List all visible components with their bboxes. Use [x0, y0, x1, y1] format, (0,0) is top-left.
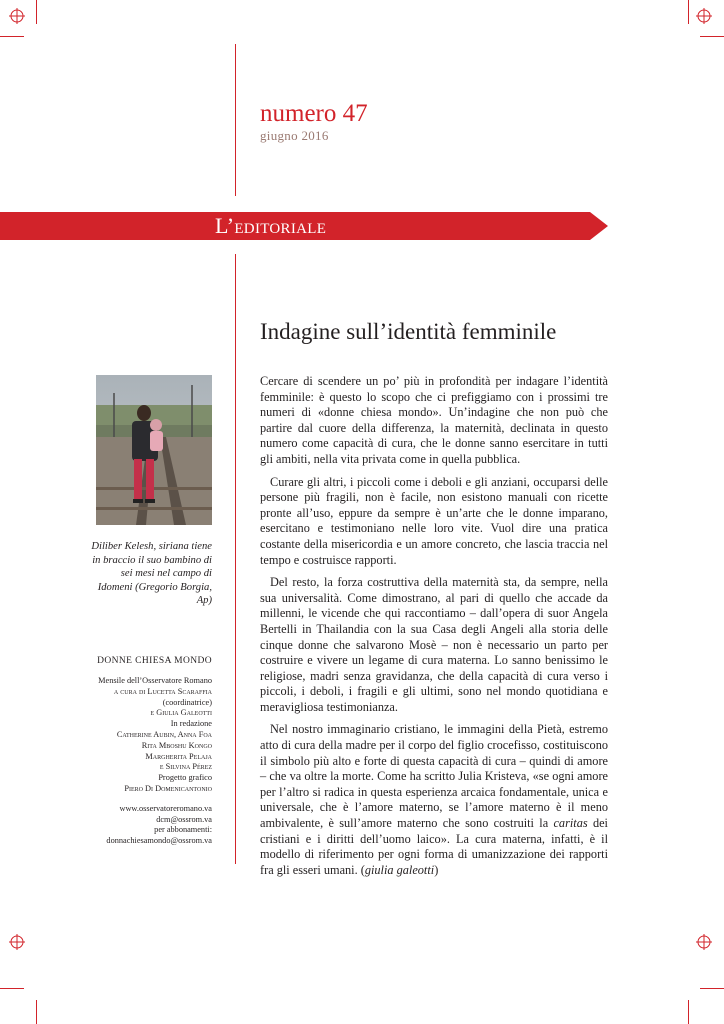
photo-caption: Diliber Kelesh, siriana tiene in braccio il suo bambino di sei mesi nel campo di Idomeni (Gregorio Borgia, Ap)	[91, 541, 212, 607]
issue-number: numero 47	[260, 100, 368, 127]
article-paragraph: Del resto, la forza costruttiva della maternità sta, da sempre, nella sua universalità. Come dimostrano, al pari di quello che accade da millenni, le vicende che qui raccontiamo – dall’opera di suor Angela Bertelli in Thailandia con la sua Casa degli Angeli alla storia delle cinque donne che salvarono Mosè – non è necessario un parto per costruire e vivere un legame di cura materna. Lo sanno benissimo le religiose, madri senza gravidanza, che della capacità di cura verso i piccoli, i deboli, i fragili e gli ultimi, sono nel mondo quotidiana e meravigliosa testimonianza.	[260, 575, 608, 714]
masthead-line: Margherita Pelaja	[145, 751, 212, 761]
subscriptions-label: per abbonamenti:	[154, 825, 212, 835]
masthead-line: a cura di Lucetta Scaraffia	[113, 686, 212, 696]
masthead-line: Catherine Aubin, Anna Foa	[116, 729, 212, 739]
author-signature: giulia galeotti	[364, 862, 435, 877]
website-link[interactable]: www.osservatoreromano.va	[119, 803, 212, 813]
section-title: L’editoriale	[215, 213, 327, 238]
article-paragraph: Cercare di scendere un po’ più in profondità per indagare l’identità femminile: è questo lo scopo che ci prefiggiamo con i prossimi tre numeri di «donne chiesa mondo». Un’indagine che non può che partire dal cuore della differenza, la maternità, declinata in questo numero come capacità di cura, che le donne sanno esercitare in tutti gli ambiti, nella vita privata come in quella pubblica.	[260, 374, 608, 466]
issue-info	[260, 100, 368, 144]
registration-mark-icon	[9, 8, 25, 24]
registration-mark-icon	[9, 934, 25, 950]
vertical-rule-main	[235, 254, 236, 864]
masthead-line: Progetto grafico	[158, 773, 212, 783]
italic-term: caritas	[553, 816, 588, 831]
masthead	[96, 655, 212, 847]
subscriptions-email-link[interactable]: donnachiesamondo@ossrom.va	[106, 836, 212, 846]
registration-mark-icon	[696, 8, 712, 24]
masthead-line: e Giulia Galeotti	[150, 708, 212, 718]
masthead-line: e Silvina Pérez	[159, 762, 212, 772]
masthead-line: Rita Mboshu Kongo	[141, 740, 212, 750]
masthead-line: In redazione	[170, 719, 212, 729]
masthead-title: DONNE CHIESA MONDO	[97, 656, 212, 666]
masthead-line: Piero Di Domenicantonio	[124, 783, 212, 793]
masthead-line: Mensile dell’Osservatore Romano	[98, 676, 212, 685]
paragraph-text: )	[434, 862, 439, 877]
article-photo	[96, 375, 212, 525]
article-headline: Indagine sull’identità femminile	[260, 319, 557, 344]
article-paragraph	[260, 722, 608, 878]
paragraph-text: dei cristiani e i diritti dell’uomo laico». La cura materna, infatti, è il modello di riferimento per ogni forma di umanizzazione dei rapporti fra gli esseri umani. (	[260, 816, 608, 877]
email-link[interactable]: dcm@ossrom.va	[156, 814, 212, 824]
masthead-contacts	[96, 804, 212, 847]
article-body	[260, 374, 608, 885]
paragraph-text: Nel nostro immaginario cristiano, le immagini della Pietà, estremo atto di cura della madre per il corpo del figlio crocefisso, costituiscono il simbolo più alto e forte di questa capacità di cura – quindi di amore – che va oltre la morte. Come ha scritto Julia Kristeva, «se ogni amore per l’altro si radica in questa esperienza arcaica fondamentale, unica e universale, che è l’amore materno, se l’amore materno è il meno ambivalente, è sull’amore materno che sono costruiti la	[260, 722, 608, 831]
issue-date: giugno 2016	[260, 128, 329, 143]
registration-mark-icon	[696, 934, 712, 950]
masthead-line: (coordinatrice)	[162, 697, 212, 707]
vertical-rule-top	[235, 44, 236, 196]
article-paragraph: Curare gli altri, i piccoli come i deboli e gli anziani, occuparsi delle persone più fragili, non è facile, non esistono manuali con ricette pronte all’uso, eppure da sempre è un’arte che le donne imparano, esercitano e testimoniano nelle loro vite. Vuol dire una pratica costante della misericordia e un amore concreto, che lascia traccia nel tempo e costruisce rapporti.	[260, 474, 608, 567]
